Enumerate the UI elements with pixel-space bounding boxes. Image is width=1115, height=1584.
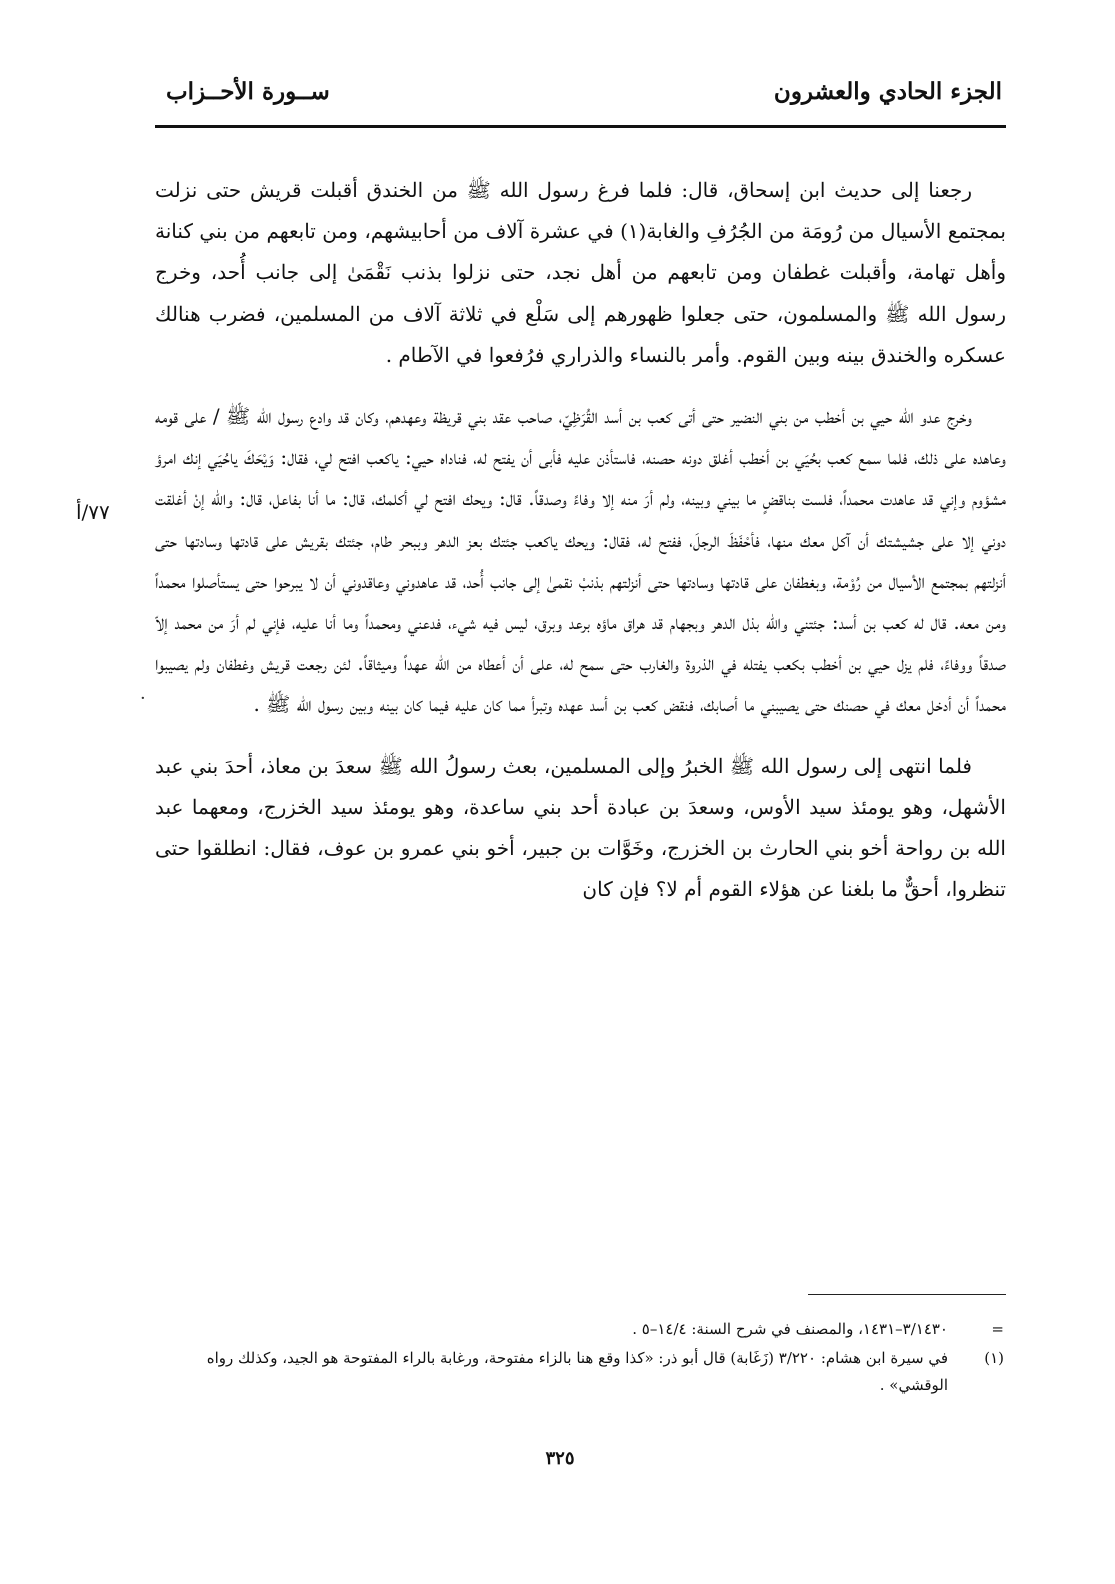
margin-dot: · <box>140 688 146 709</box>
paragraph: وخرج عدو الله حيي بن أخطب من بني النضير حتى أتى كعب بن أسد القُرَظِيّ، صاحب عقد بني قريظة وعهدهم، وكان قد وادع رسول الله ﷺ / على قومه وعاهده على ذلك، فلما سمع كعب بحُيَي بن أخطب أغلق دونه حصنه، فاستأذن عليه فأبى أن يفتح له، فناداه حيي: ياكعب افتح لي، فقال: وَيْحَكَ ياحُيَي إنك امرؤ مشؤوم وإني قد عاهدت محمداً، فلست بناقضٍ ما بيني وبينه، ولم أرَ منه إلا وفاءً وصدقاً. قال: ويحك افتح لي أكلمك، قال: ما أنا بفاعل، قال: والله إنْ أغلقت دوني إلا على جشيشتك أن آكل معك منها، فأحْفَظَ الرجلَ، ففتح له، فقال: ويحك ياكعب جئتك بعز الدهر وببحر طام، جئتك بقريش على قادتها وسادتها حتى أنزلتهم بمجتمع الأسيال من رُوْمة، وبغطفان على قادتها وسادتها حتى أنزلتهم بذنبْ نقمىٰ إلى جانب أُحد، قد عاهدوني وعاقدوني أن لا يبرحوا حتى يستأصلوا محمداً ومن معه. قال له كعب بن أسد: جئتني والله بذل الدهر وبجهام قد هراق ماؤه برعد وبرق، ليس فيه شيء، فدعني ومحمداً وما أنا عليه، فإني لم أرَ من محمد إلاّ صدقاً ووفاءً، فلم يزل حيي بن أخطب بكعب يفتله في الذروة والغارب حتى سمح له، على أن أعطاه من الله عهداً وميثاقاً. لئن رجعت قريش وغطفان ولم يصيبوا محمداً أن أدخل معك في حصنك حتى يصيبني ما أصابك، فنقض كعب بن أسد عهده وتبرأ مما كان عليه فيما كان بينه وبين رسول الله ﷺ . <box>155 404 1006 717</box>
footnote-rule <box>808 1294 1006 1295</box>
footnote <box>155 1316 1006 1343</box>
surah-title: ســورة الأحــزاب <box>166 78 330 105</box>
footnote-mark: = <box>991 1320 1004 1338</box>
footnote-text: ٣/١٤٣٠–١٤٣١، والمصنف في شرح السنة: ١٤/٤–٥ . <box>632 1320 948 1338</box>
footnote-mark: (١) <box>984 1349 1004 1367</box>
footnote-text: في سيرة ابن هشام: ٣/٢٢٠ (زَغَابة) قال أبو ذر: «كذا وقع هنا بالزاء مفتوحة، ورغابة بالراء المفتوحة هو الجيد، وكذلك رواه الوقشي» . <box>206 1349 948 1394</box>
footnotes <box>155 1316 1006 1401</box>
running-header <box>158 78 1002 118</box>
header-rule <box>155 125 1006 128</box>
juz-title: الجزء الحادي والعشرون <box>773 78 1002 105</box>
paragraph: فلما انتهى إلى رسول الله ﷺ الخبرُ وإلى المسلمين، بعث رسولُ الله ﷺ سعدَ بن معاذ، أحدَ بني عبد الأشهل، وهو يومئذ سيد الأوس، وسعدَ بن عبادة أحد بني ساعدة، وهو يومئذ سيد الخزرج، ومعهما عبد الله بن رواحة أخو بني الحارث بن الخزرج، وخَوَّات بن جبير، أخو بني عمرو بن عوف، فقال: انطلقوا حتى تنظروا، أحقٌّ ما بلغنا عن هؤلاء القوم أم لا؟ فإن كان <box>155 753 1006 902</box>
footnote <box>155 1345 1006 1399</box>
paragraph: رجعنا إلى حديث ابن إسحاق، قال: فلما فرغ رسول الله ﷺ من الخندق أقبلت قريش حتى نزلت بمجتمع الأسيال من رُومَة من الجُرُفِ والغابة(١) في عشرة آلاف من أحابيشهم، ومن تابعهم من بني كنانة وأهل تهامة، وأقبلت غطفان ومن تابعهم من أهل نجد، حتى نزلوا بذنب نَقْمَىٰ إلى جانب أُحد، وخرج رسول الله ﷺ والمسلمون، حتى جعلوا ظهورهم إلى سَلْع في ثلاثة آلاف من المسلمين، فضرب هنالك عسكره والخندق بينه وبين القوم. وأمر بالنساء والذراري فرُفعوا في الآطام . <box>155 178 1007 367</box>
main-text <box>155 170 1006 930</box>
page-number: ٣٢٥ <box>545 1448 575 1469</box>
manuscript-folio-marker: ٧٧/أ <box>76 500 110 524</box>
